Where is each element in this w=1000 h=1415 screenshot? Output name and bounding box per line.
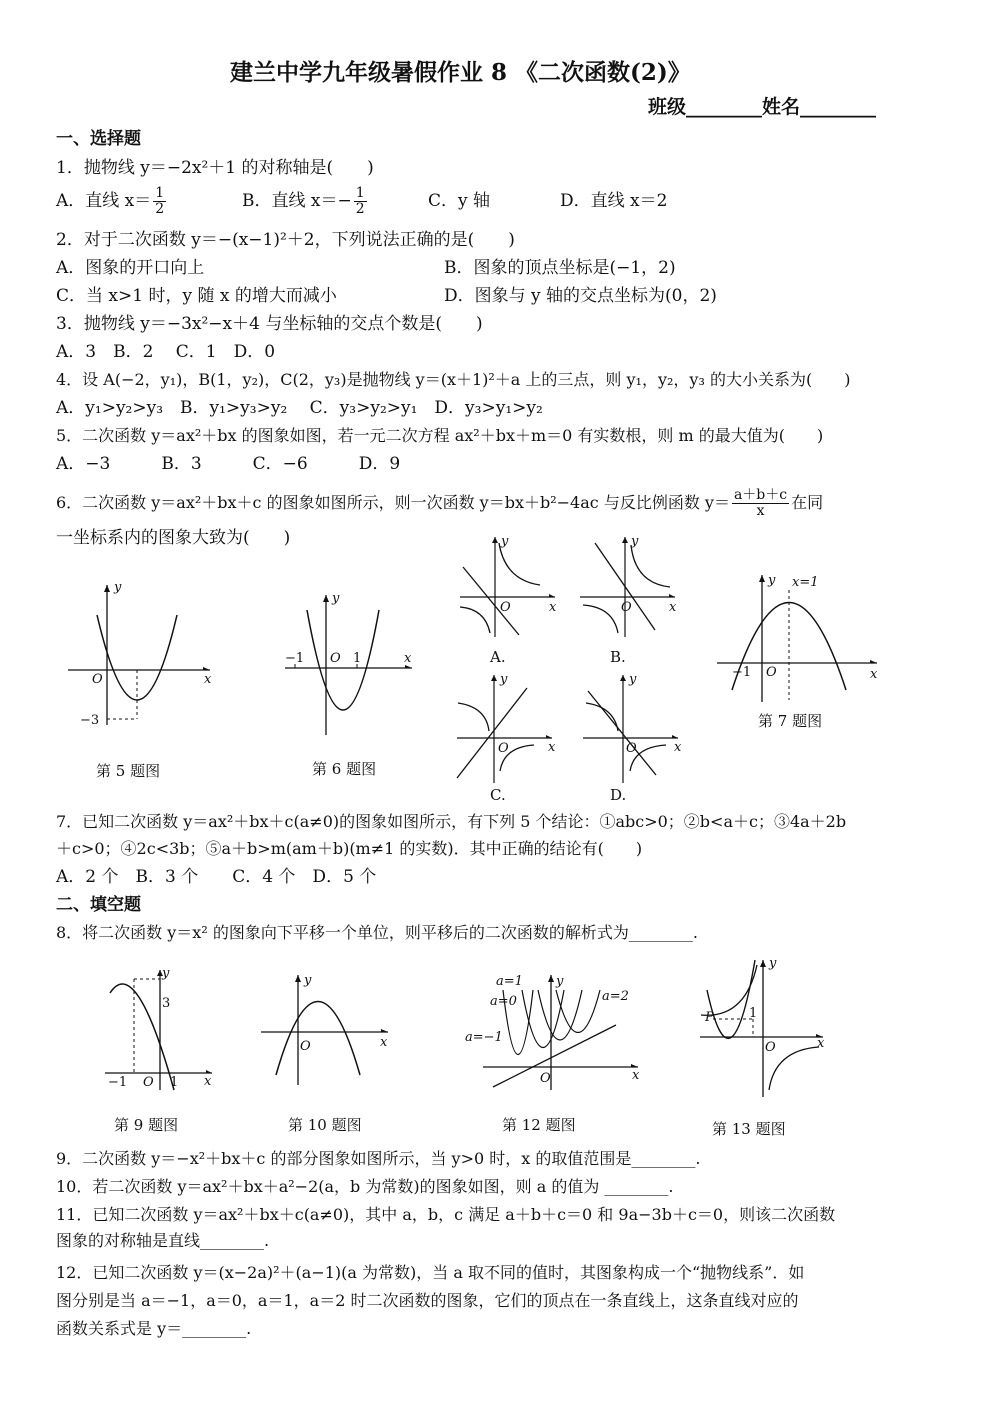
label-option-b: B. [610, 648, 626, 666]
q5-minus3: −3 [80, 713, 100, 728]
figure-q6-option-b [575, 535, 685, 640]
optD-origin: O [626, 741, 637, 756]
q4-options: A．y₁>y₂>y₃ B．y₁>y₃>y₂ C．y₃>y₂>y₁ D．y₃>y₁>y₂ [56, 398, 543, 418]
q10-x-label: x [380, 1035, 388, 1050]
q5-y-label: y [114, 580, 122, 595]
caption-fig9: 第 9 题图 [114, 1116, 179, 1134]
q7-axis-of-symmetry: x=1 [792, 575, 819, 590]
optC-y: y [500, 672, 508, 687]
caption-fig7: 第 7 题图 [758, 712, 823, 730]
q12-y-label: y [556, 974, 564, 989]
figure-q7-graph [712, 570, 882, 705]
q2-option-a: A．图象的开口向上 [56, 258, 205, 278]
q6-origin: O [330, 651, 341, 666]
q13-point-p: P [705, 1010, 714, 1025]
figure-q9-graph [100, 965, 220, 1095]
q10-origin: O [300, 1039, 311, 1054]
caption-fig12: 第 12 题图 [502, 1116, 576, 1134]
q9-x-label: x [204, 1074, 212, 1089]
figure-q6-option-d [578, 673, 688, 788]
figure-q6-graph [280, 590, 430, 740]
q1-stem: 1．抛物线 y＝−2x²＋1 的对称轴是( ) [56, 158, 374, 178]
q12-origin: O [540, 1071, 551, 1086]
q13-origin: O [765, 1040, 776, 1055]
q7-y-label: y [768, 573, 776, 588]
q5-stem: 5．二次函数 y＝ax²＋bx 的图象如图，若一元二次方程 ax²＋bx＋m＝0 有实数根，则 m 的最大值为( ) [56, 426, 824, 445]
caption-fig5: 第 5 题图 [96, 762, 161, 780]
q10-stem: 10．若二次函数 y＝ax²＋bx＋a²−2(a，b 为常数)的图象如图，则 a 的值为 ________. [56, 1177, 674, 1196]
figure-q6-option-a [455, 535, 565, 640]
q12-label-am1: a=−1 [465, 1030, 503, 1045]
q4-stem: 4．设 A(−2，y₁)，B(1，y₂)，C(2，y₃)是抛物线 y＝(x＋1)²＋a 上的三点，则 y₁，y₂，y₃ 的大小关系为( ) [56, 370, 851, 389]
q2-option-c: C．当 x>1 时，y 随 x 的增大而减小 [56, 286, 337, 306]
class-name-line: 班级________姓名________ [648, 96, 877, 118]
q12-label-a1: a=1 [496, 974, 523, 989]
optB-y: y [631, 534, 639, 549]
section-choice-heading: 一、选择题 [56, 129, 141, 149]
optA-y: y [501, 534, 509, 549]
q7-options: A．2 个 B．3 个 C．4 个 D．5 个 [56, 867, 377, 887]
figure-q12-graph [448, 965, 648, 1095]
q12-line3: 函数关系式是 y＝________. [56, 1319, 252, 1338]
q13-y-label: y [769, 956, 777, 971]
optD-y: y [629, 672, 637, 687]
q9-origin: O [143, 1075, 154, 1090]
q2-option-d: D．图象与 y 轴的交点坐标为(0，2) [444, 286, 717, 306]
optD-x: x [674, 740, 682, 755]
label-option-d: D. [610, 786, 627, 804]
label-option-a: A. [490, 648, 506, 666]
q7-line1: 7．已知二次函数 y＝ax²＋bx＋c(a≠0)的图象如图所示，有下列 5 个结论：①abc>0；②b<a＋c；③4a＋2b [56, 812, 847, 831]
q2-stem: 2．对于二次函数 y＝−(x−1)²＋2，下列说法正确的是( ) [56, 230, 515, 250]
q1-option-b: B．直线 x＝− $\frac{1}{2}$ [242, 185, 365, 217]
optC-origin: O [498, 741, 509, 756]
page-title: 建兰中学九年级暑假作业 8 《二次函数(2)》 [230, 59, 691, 86]
q7-x-label: x [870, 667, 878, 682]
q9-stem: 9．二次函数 y＝−x²＋bx＋c 的部分图象如图所示，当 y>0 时，x 的取值范围是________. [56, 1149, 701, 1168]
q6-stem-line2: 一坐标系内的图象大致为( ) [56, 528, 291, 548]
q9-minus1: −1 [108, 1075, 128, 1090]
q8-stem: 8．将二次函数 y＝x² 的图象向下平移一个单位，则平移后的二次函数的解析式为________. [56, 923, 698, 942]
q11-line1: 11．已知二次函数 y＝ax²＋bx＋c(a≠0)，其中 a，b，c 满足 a＋b＋c＝0 和 9a−3b＋c＝0，则该二次函数 [56, 1205, 836, 1224]
q9-three: 3 [162, 996, 171, 1011]
figure-q13-graph [695, 955, 835, 1100]
q12-x-label: x [632, 1068, 640, 1083]
q5-origin: O [92, 672, 103, 687]
q6-x-label: x [404, 651, 412, 666]
q11-line2: 图象的对称轴是直线________. [56, 1231, 270, 1250]
q12-label-a0: a=0 [490, 994, 517, 1009]
q10-y-label: y [304, 973, 312, 988]
q12-line1: 12．已知二次函数 y＝(x−2a)²＋(a−1)(a 为常数)，当 a 取不同的值时，其图象构成一个“抛物线系”．如 [56, 1263, 805, 1282]
caption-fig6: 第 6 题图 [312, 760, 377, 778]
q7-origin: O [766, 665, 777, 680]
q13-x-label: x [817, 1036, 825, 1051]
q1-option-a: A．直线 x＝ $\frac{1}{2}$ [56, 185, 165, 217]
optA-x: x [549, 600, 557, 615]
q9-one: 1 [170, 1075, 179, 1090]
optC-x: x [548, 740, 556, 755]
q6-minus1: −1 [285, 651, 305, 666]
q6-stem: 6．二次函数 y＝ax²＋bx＋c 的图象如图所示，则一次函数 y＝bx＋b²−4ac 与反比例函数 y＝ $\frac{a+b+c}{x}$ 在同 [56, 487, 824, 519]
q3-stem: 3．抛物线 y＝−3x²−x＋4 与坐标轴的交点个数是( ) [56, 314, 483, 334]
figure-q5-graph [60, 575, 220, 735]
q1-option-d: D．直线 x＝2 [560, 191, 668, 211]
q5-options: A．−3 B．3 C．−6 D．9 [56, 454, 401, 474]
section-fill-heading: 二、填空题 [56, 895, 141, 915]
q12-label-a2: a=2 [602, 989, 629, 1004]
label-option-c: C. [490, 786, 506, 804]
q6-one: 1 [353, 651, 362, 666]
caption-fig10: 第 10 题图 [288, 1116, 362, 1134]
q3-options: A．3 B．2 C．1 D．0 [56, 342, 276, 362]
q7-line2: ＋c>0；④2c<3b；⑤a＋b>m(am＋b)(m≠1 的实数)．其中正确的结论有( ) [56, 839, 643, 858]
q1-option-c: C．y 轴 [428, 191, 491, 211]
q6-y-label: y [332, 591, 340, 606]
figure-q10-graph [256, 970, 396, 1090]
caption-fig13: 第 13 题图 [712, 1120, 786, 1138]
q12-line2: 图分别是当 a＝−1，a＝0，a＝1，a＝2 时二次函数的图象，它们的顶点在一条直线上，这条直线对应的 [56, 1291, 799, 1310]
optB-origin: O [621, 600, 632, 615]
optB-x: x [669, 600, 677, 615]
q5-x-label: x [204, 672, 212, 687]
figure-q6-option-c [452, 673, 562, 788]
q7-minus1: −1 [732, 665, 752, 680]
q9-y-label: y [162, 966, 170, 981]
optA-origin: O [500, 600, 511, 615]
q2-option-b: B．图象的顶点坐标是(−1，2) [444, 258, 676, 278]
q13-one: 1 [749, 1006, 758, 1021]
